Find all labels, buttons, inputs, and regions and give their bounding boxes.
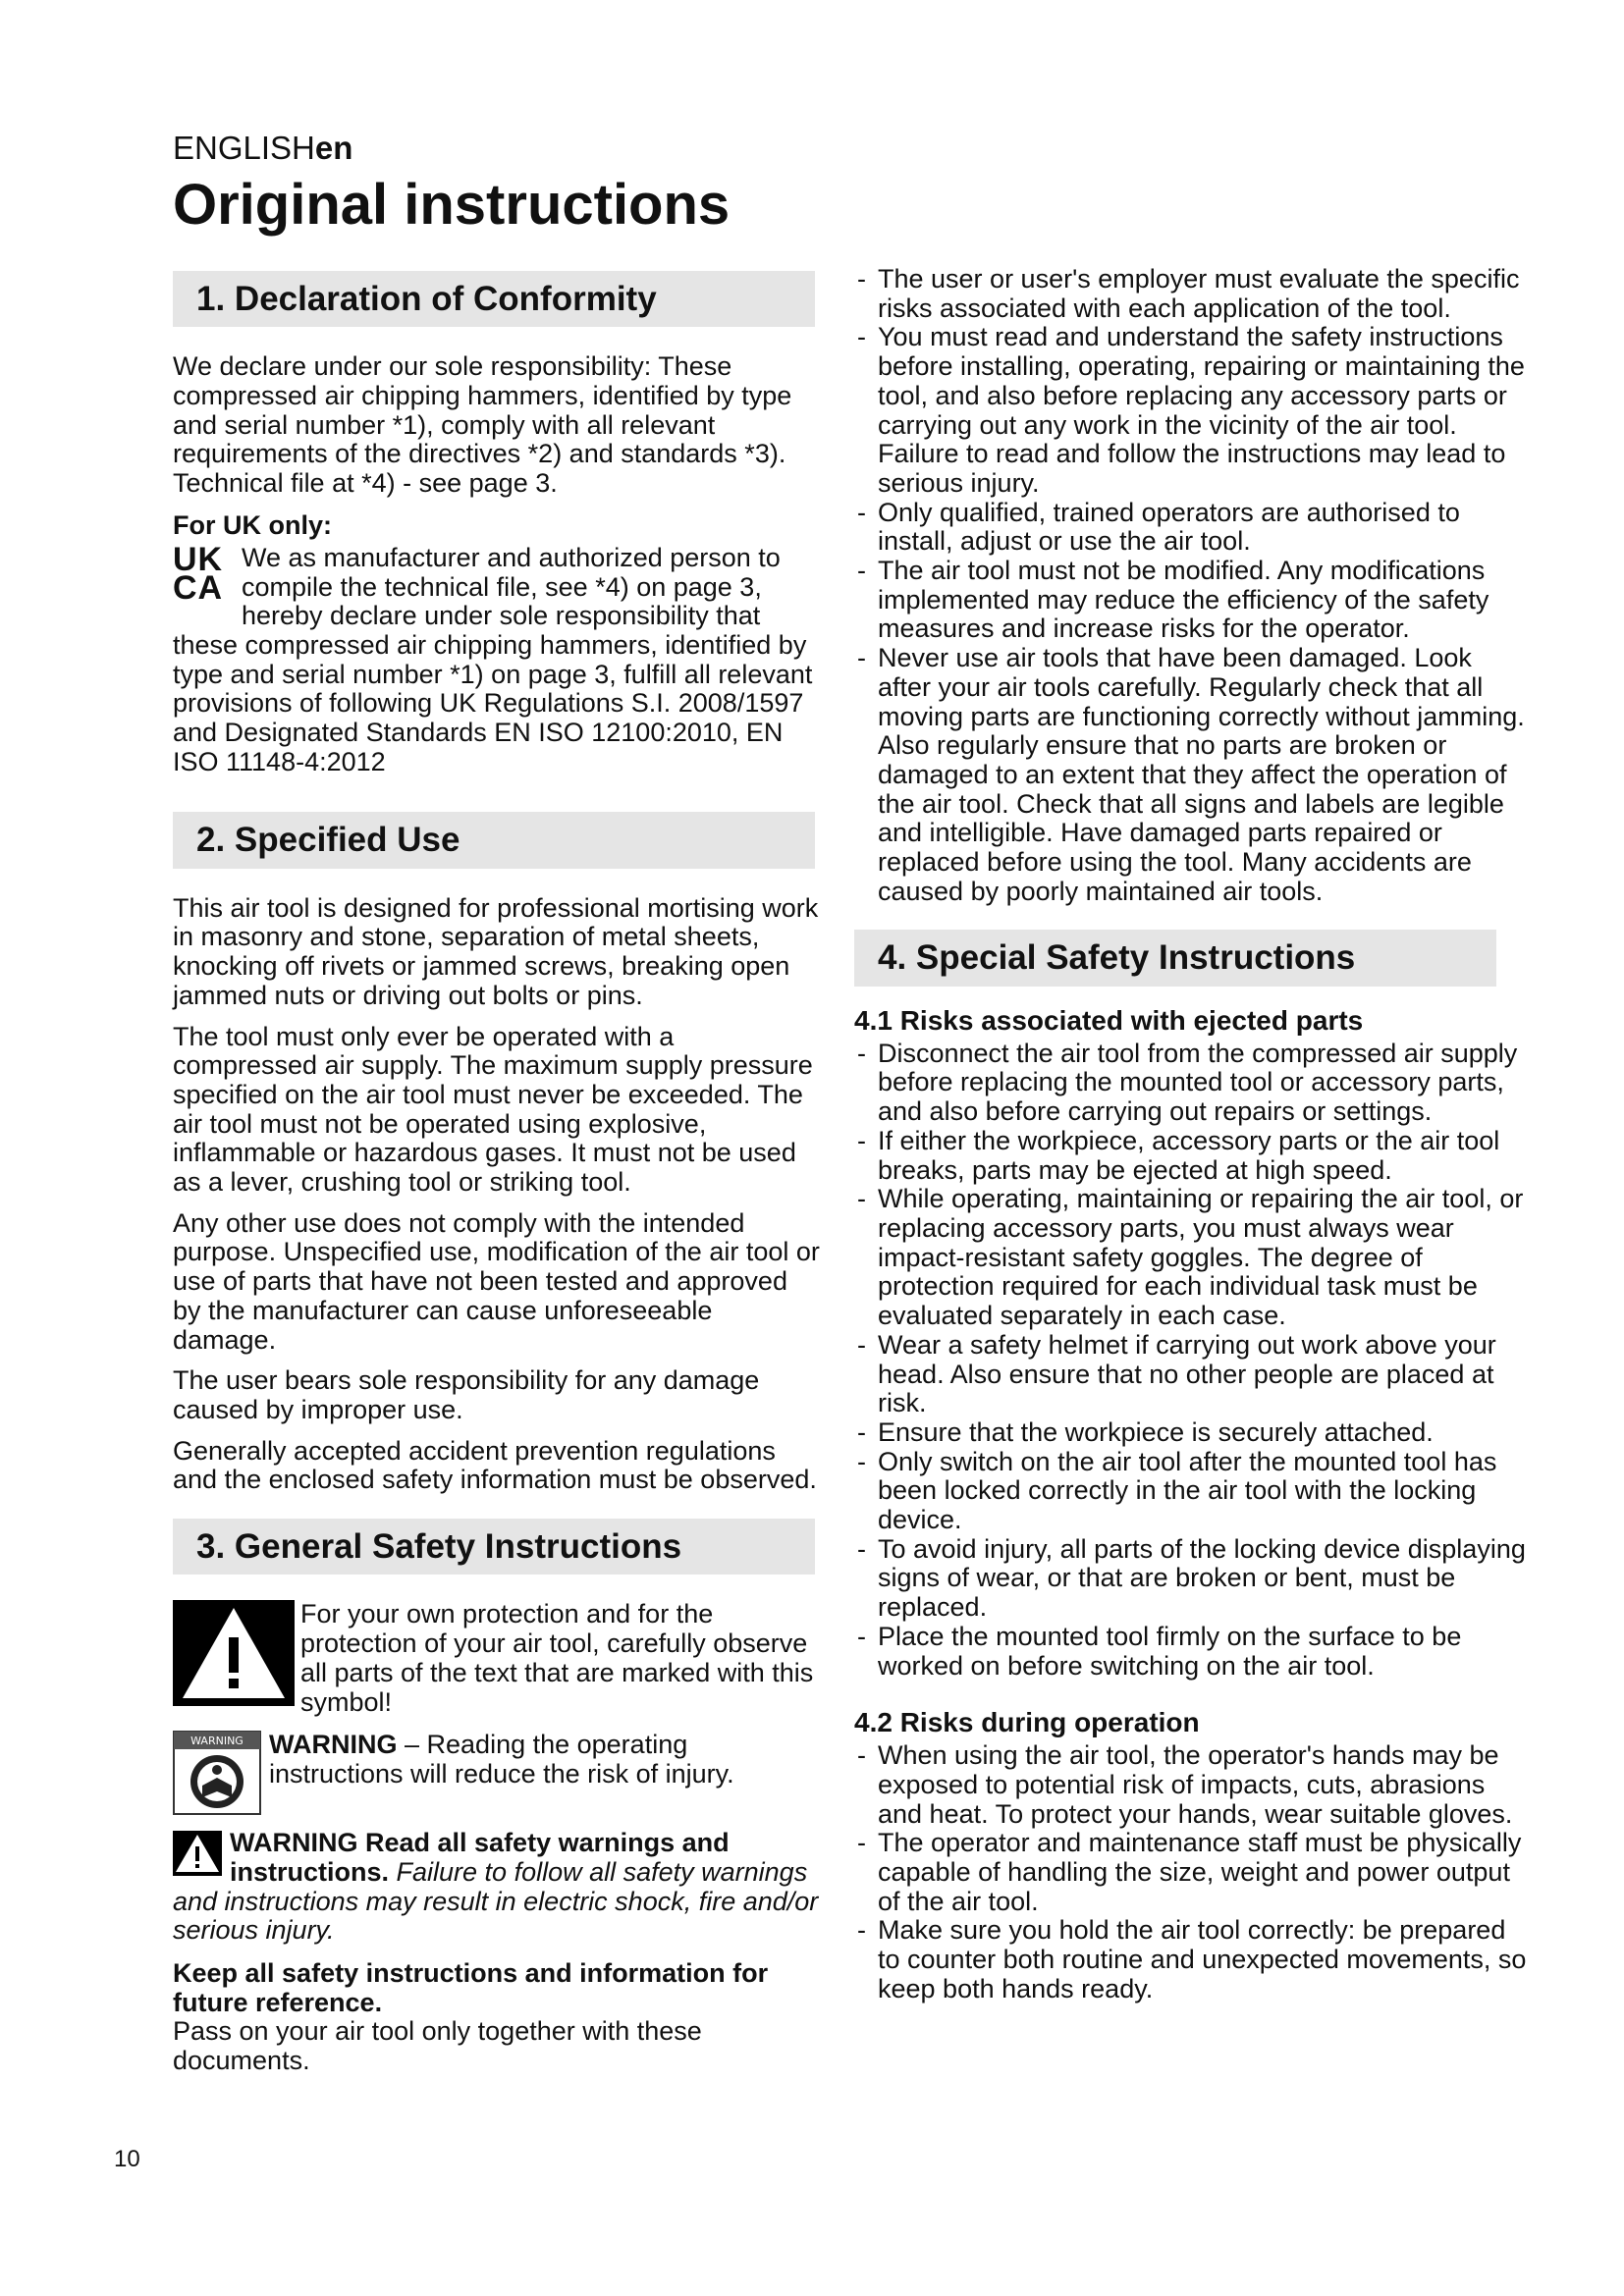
list-item: - Place the mounted tool firmly on the surface to be worked on before switching on the air tool. bbox=[854, 1623, 1532, 1681]
ukca-mark-icon bbox=[173, 540, 236, 607]
list-item: - You must read and understand the safety instructions before installing, operating, repairing or maintaining the tool, and also before replacing any accessory parts or carrying out any work in the vicinity of the air tool. Failure to read and follow the instructions may lead to serious injury. bbox=[854, 323, 1532, 498]
specified-use-paragraph: The tool must only ever be operated with a compressed air supply. The maximum supply pressure specified on the air tool must never be exceeded. The air tool must not be operated using explosive, inflammable or hazardous gases. It must not be used as a lever, crushing tool or striking tool. bbox=[173, 1021, 813, 1198]
list-item: - When using the air tool, the operator's hands may be exposed to potential risk of impacts, cuts, abrasions and heat. To protect your hands, wear suitable gloves. bbox=[854, 1741, 1532, 1829]
pass-on-paragraph: Pass on your air tool only together with these documents. bbox=[173, 2016, 702, 2076]
list-item: - If either the workpiece, accessory parts or the air tool breaks, parts may be ejected at high speed. bbox=[854, 1127, 1532, 1185]
warning-text: – Reading the operating instructions will reduce the risk of injury. bbox=[269, 1730, 734, 1789]
specified-use-paragraph: This air tool is designed for professional mortising work in masonry and stone, separation of metal sheets, knocking off rivets or jammed screws, breaking open jammed nuts or driving out bolts or pins. bbox=[173, 892, 819, 1010]
specified-use-paragraph: The user bears sole responsibility for any damage caused by improper use. bbox=[173, 1365, 760, 1424]
list-item: - The user or user's employer must evaluate the specific risks associated with each application of the tool. bbox=[854, 265, 1532, 323]
list-item: - The operator and maintenance staff must be physically capable of handling the size, weight and power output of the air tool. bbox=[854, 1829, 1532, 1916]
list-item: - Only switch on the air tool after the mounted tool has been locked correctly in the air tool with the locking device. bbox=[854, 1448, 1532, 1535]
language-name: ENGLISH bbox=[173, 130, 315, 166]
warning-triangle-icon bbox=[173, 1600, 295, 1706]
list-item: - Never use air tools that have been damaged. Look after your air tools carefully. Regularly check that all moving parts are functioning correctly without jamming. Also regularly ensure that no parts are broken or damaged to an extent that they affect the operation of the air tool. Check that all signs and labels are legible and intelligible. Have damaged parts repaired or replaced before using the tool. Many accidents are caused by poorly maintained air tools. bbox=[854, 644, 1532, 906]
section-heading-specified-use: 2. Specified Use bbox=[173, 812, 815, 868]
right-column bbox=[854, 265, 1532, 2004]
read-all-bold: WARNING Read all safety warnings and instructions. bbox=[230, 1828, 730, 1887]
general-safety-list bbox=[854, 265, 1532, 906]
ukca-block bbox=[173, 540, 821, 789]
subsection-heading-ejected-parts: 4.1 Risks associated with ejected parts bbox=[854, 1004, 1364, 1036]
warning-triangle-small-icon bbox=[173, 1831, 222, 1876]
declaration-paragraph: We declare under our sole responsibility: These compressed air chipping hammers, identified by type and serial number *1), comply with all relevant requirements of the directives *2) and standards *3). Technical file at *4) - see page 3. bbox=[173, 351, 792, 499]
symbol-note-text: For your own protection and for the protection of your air tool, carefully observe all parts of the text that are marked with this symbol! bbox=[300, 1599, 814, 1717]
read-all-italic: Failure to follow all safety warnings and instructions may result in electric shock, fire and/or serious injury. bbox=[173, 1856, 819, 1946]
symbol-note bbox=[173, 1600, 821, 1717]
list-item: - Make sure you hold the air tool correctly: be prepared to counter both routine and unexpected movements, so keep both hands ready. bbox=[854, 1916, 1532, 2003]
uk-only-heading: For UK only: bbox=[173, 509, 332, 540]
operation-risks-list bbox=[854, 1741, 1532, 2003]
language-code: en bbox=[314, 130, 353, 166]
page-title: Original instructions bbox=[173, 173, 731, 237]
list-item: - Wear a safety helmet if carrying out work above your head. Also ensure that no other people are placed at risk. bbox=[854, 1331, 1532, 1418]
list-item: - The air tool must not be modified. Any modifications implemented may reduce the efficiency of the safety measures and increase risks for the operator. bbox=[854, 557, 1532, 644]
page-number: 10 bbox=[114, 2146, 140, 2172]
list-item: - To avoid injury, all parts of the locking device displaying signs of wear, or that are broken or bent, must be replaced. bbox=[854, 1535, 1532, 1623]
list-item: - Disconnect the air tool from the compressed air supply before replacing the mounted tool or accessory parts, and also before carrying out repairs or settings. bbox=[854, 1040, 1532, 1127]
subsection-heading-operation: 4.2 Risks during operation bbox=[854, 1707, 1200, 1738]
warning-badge-text: WARNING bbox=[190, 1735, 244, 1748]
keep-instructions-bold: Keep all safety instructions and information for future reference. bbox=[173, 1958, 769, 2017]
ejected-parts-list bbox=[854, 1040, 1532, 1681]
list-item: - Only qualified, trained operators are authorised to install, adjust or use the air tool. bbox=[854, 499, 1532, 557]
specified-use-paragraph: Any other use does not comply with the intended purpose. Unspecified use, modification of the air tool or use of parts that have not been tested and approved by the manufacturer can cause unforeseeable damage. bbox=[173, 1207, 820, 1355]
read-manual-warning bbox=[173, 1731, 821, 1815]
left-column bbox=[173, 271, 821, 2088]
read-all-warnings bbox=[173, 1829, 821, 1946]
section-heading-declaration: 1. Declaration of Conformity bbox=[173, 271, 815, 327]
specified-use-paragraph: Generally accepted accident prevention regulations and the enclosed safety information must be observed. bbox=[173, 1435, 817, 1495]
ukca-mark-bottom: CA bbox=[173, 568, 224, 607]
warning-label: WARNING bbox=[269, 1730, 398, 1760]
list-item: - While operating, maintaining or repairing the air tool, or replacing accessory parts, you must always wear impact-resistant safety goggles. The degree of protection required for each individual task must be evaluated separately in each case. bbox=[854, 1185, 1532, 1331]
ukca-mark-top: UK bbox=[173, 540, 224, 578]
uk-declaration-paragraph: We as manufacturer and authorized person to compile the technical file, see *4) on page 3, hereby declare under sole responsibility that these compressed air chipping hammers, identified by type and serial number *1) on page 3, fulfill all relevant provisions of following UK Regulations S.I. 2008/1597 and Designated Standards EN ISO 12100:2010, EN ISO 11148-4:2012 bbox=[173, 542, 813, 776]
section-heading-general-safety: 3. General Safety Instructions bbox=[173, 1519, 815, 1575]
section-heading-special-safety: 4. Special Safety Instructions bbox=[854, 930, 1496, 986]
language-label bbox=[173, 130, 352, 167]
read-manual-icon bbox=[173, 1731, 261, 1815]
list-item: - Ensure that the workpiece is securely attached. bbox=[854, 1418, 1532, 1448]
